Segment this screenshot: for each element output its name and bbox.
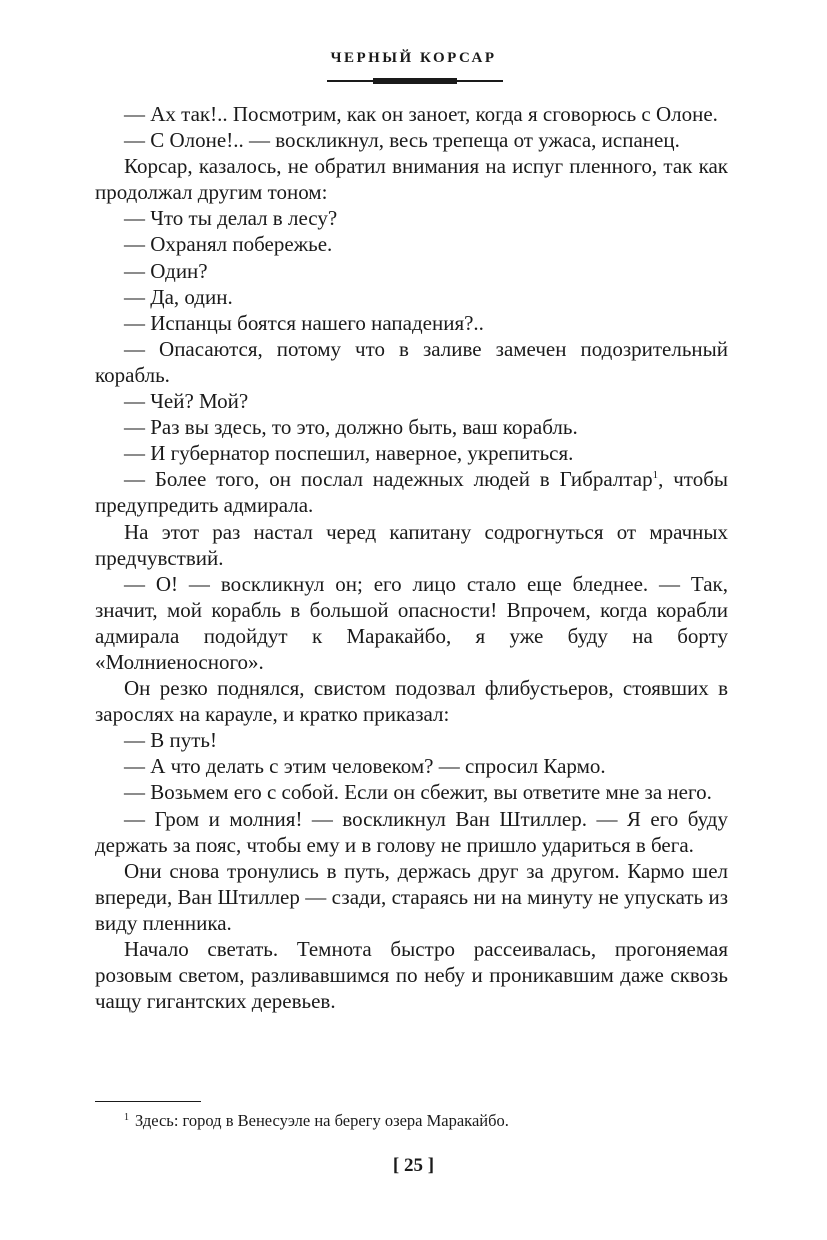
paragraph: Начало светать. Темнота быстро рассеивалась, прогоняемая розовым светом, разливавшимся по небу и проникавшим даже сквозь чащу гигантских деревьев. — [95, 937, 728, 1014]
paragraph: — Охранял побережье. — [124, 232, 333, 257]
paragraph: — Опасаются, потому что в заливе замечен подозрительный корабль. — [95, 336, 728, 387]
footnote-mark: 1 — [124, 1111, 129, 1123]
paragraph: — Ах так!.. Посмотрим, как он заноет, когда я сговорюсь с Олоне. — [124, 102, 718, 126]
page-number: [ 25 ] — [392, 1155, 435, 1176]
paragraph-text: — Более того, он послал надежных людей в Гибралтар — [124, 467, 653, 492]
running-header: ЧЕРНЫЙ КОРСАР — [330, 50, 497, 66]
paragraph: — Испанцы боятся нашего нападения?.. — [124, 310, 484, 335]
paragraph: — Один? — [124, 258, 208, 283]
paragraph: — С Олоне!.. — воскликнул, весь трепеща от ужаса, испанец. — [124, 128, 680, 153]
paragraph: — А что делать с этим человеком? — спросил Кармо. — [124, 754, 606, 779]
body-text — [95, 101, 728, 1014]
footnote — [124, 1110, 728, 1132]
footnote-reference[interactable]: 1 — [652, 469, 659, 482]
paragraph: На этот раз настал черед капитану содрогнуться от мрачных предчувствий. — [95, 519, 728, 570]
header-rule-ornament — [373, 78, 457, 84]
paragraph: — Гром и молния! — воскликнул Ван Штиллер. — Я его буду держать за пояс, чтобы ему и в голову не пришло удариться в бега. — [95, 806, 728, 857]
footnote-text: Здесь: город в Венесуэле на берегу озера Маракайбо. — [135, 1111, 509, 1130]
paragraph: Он резко поднялся, свистом подозвал флибустьеров, стоявших в зарослях на карауле, и кратко приказал: — [95, 676, 728, 727]
paragraph: — Возьмем его с собой. Если он сбежит, вы ответите мне за него. — [124, 780, 712, 805]
paragraph: Они снова тронулись в путь, держась друг за другом. Кармо шел впереди, Ван Штиллер — сзади, стараясь ни на минуту не упускать из виду пленника. — [95, 858, 728, 935]
paragraph: — И губернатор поспешил, наверное, укрепиться. — [124, 441, 574, 466]
paragraph: — В путь! — [124, 728, 217, 753]
paragraph: — О! — воскликнул он; его лицо стало еще бледнее. — Так, значит, мой корабль в большой опасности! Впрочем, когда корабли адмирала подойдут к Маракайбо, я уже буду на борту «Молниеносного». — [95, 571, 728, 674]
paragraph: — Чей? Мой? — [124, 389, 249, 414]
paragraph: — Что ты делал в лесу? — [124, 206, 338, 231]
footnote-separator — [95, 1101, 201, 1102]
paragraph-text: , чтобы предупредить адмирала. — [95, 467, 728, 518]
paragraph-with-footnote — [95, 466, 728, 518]
paragraph: — Да, один. — [124, 284, 233, 309]
paragraph: Корсар, казалось, не обратил внимания на испуг пленного, так как продолжал другим тоном: — [95, 154, 728, 205]
paragraph: — Раз вы здесь, то это, должно быть, ваш корабль. — [124, 415, 578, 440]
